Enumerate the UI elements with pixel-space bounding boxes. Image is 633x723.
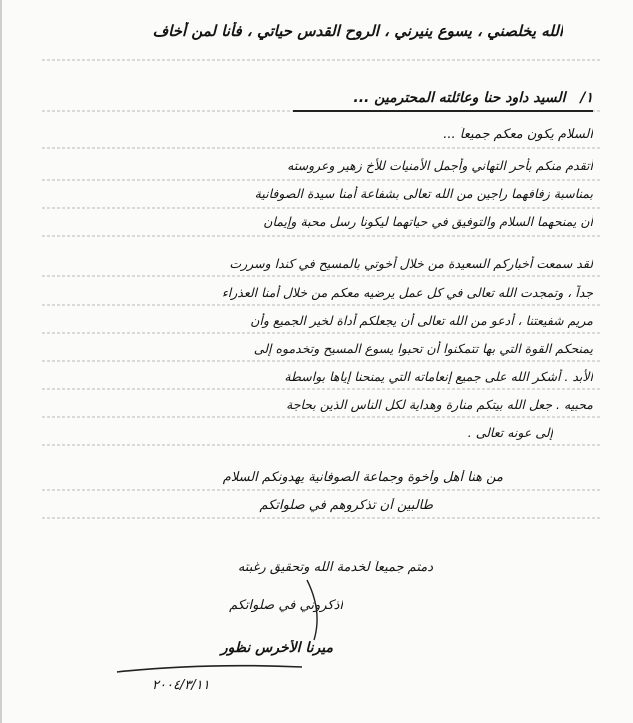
signoff-line2: اذكروني في صلواتكم xyxy=(229,598,343,613)
salutation-text: السيد داود حنا وعائلته المحترمين ... xyxy=(353,90,566,106)
signature-name: ميرنا الأخرس نظور xyxy=(220,640,333,656)
signature-flourish xyxy=(2,0,633,723)
paragraph2-line: إلى عونه تعالى . xyxy=(467,425,553,440)
header-prayer: الله يخلصني ، يسوع ينيرني ، الروح القدس حياتي ، فأنا لمن أخاف xyxy=(152,22,563,40)
paragraph2-line: جداً ، وتمجدت الله تعالى في كل عمل يرضيه معكم من خلال أمنا العذراء xyxy=(221,285,593,300)
paragraph1-line: أتقدم منكم بأحر التهاني وأجمل الأمنيات للأخ زهير وعروسته xyxy=(287,158,593,173)
paragraph2-line: الأبد . أشكر الله على جميع إنعاماته التي يمنحنا إياها بواسطة xyxy=(284,369,593,384)
paragraph1-line: بمناسبة زفافهما راجين من الله تعالى بشفاعة أمنا سيدة الصوفانية xyxy=(254,186,593,201)
closing-line: طالبين أن تذكروهم في صلواتكم xyxy=(259,498,433,513)
paragraph1-line: أن يمنحهما السلام والتوفيق في حياتهما ليكونا رسل محبة وإيمان xyxy=(263,214,593,229)
paragraph2-line: لقد سمعت أخباركم السعيدة من خلال أخوتي بالمسيح في كندا وسررت xyxy=(229,256,593,271)
paragraph2-line: يمنحكم القوة التي بها تتمكنوا أن تحبوا يسوع المسيح وتخدموه إلى xyxy=(253,341,593,356)
closing-line: من هنا أهل وأخوة وجماعة الصوفانية يهدونكم السلام xyxy=(222,470,503,485)
salutation-number: ١/ xyxy=(580,90,593,106)
paragraph2-line: محبيه . جعل الله بيتكم منارة وهداية لكل الناس الذين بحاجة xyxy=(286,397,593,412)
greeting: السلام يكون معكم جميعاً ... xyxy=(443,127,593,142)
signoff-line1: دمتم جميعاً لخدمة الله وتحقيق رغبته xyxy=(237,560,433,575)
letter-date: ٢٠٠٤/٣/١١ xyxy=(152,678,210,693)
paragraph2-line: مريم شفيعتنا ، أدعو من الله تعالى أن يجعلكم أداة لخير الجميع وأن xyxy=(250,313,593,328)
